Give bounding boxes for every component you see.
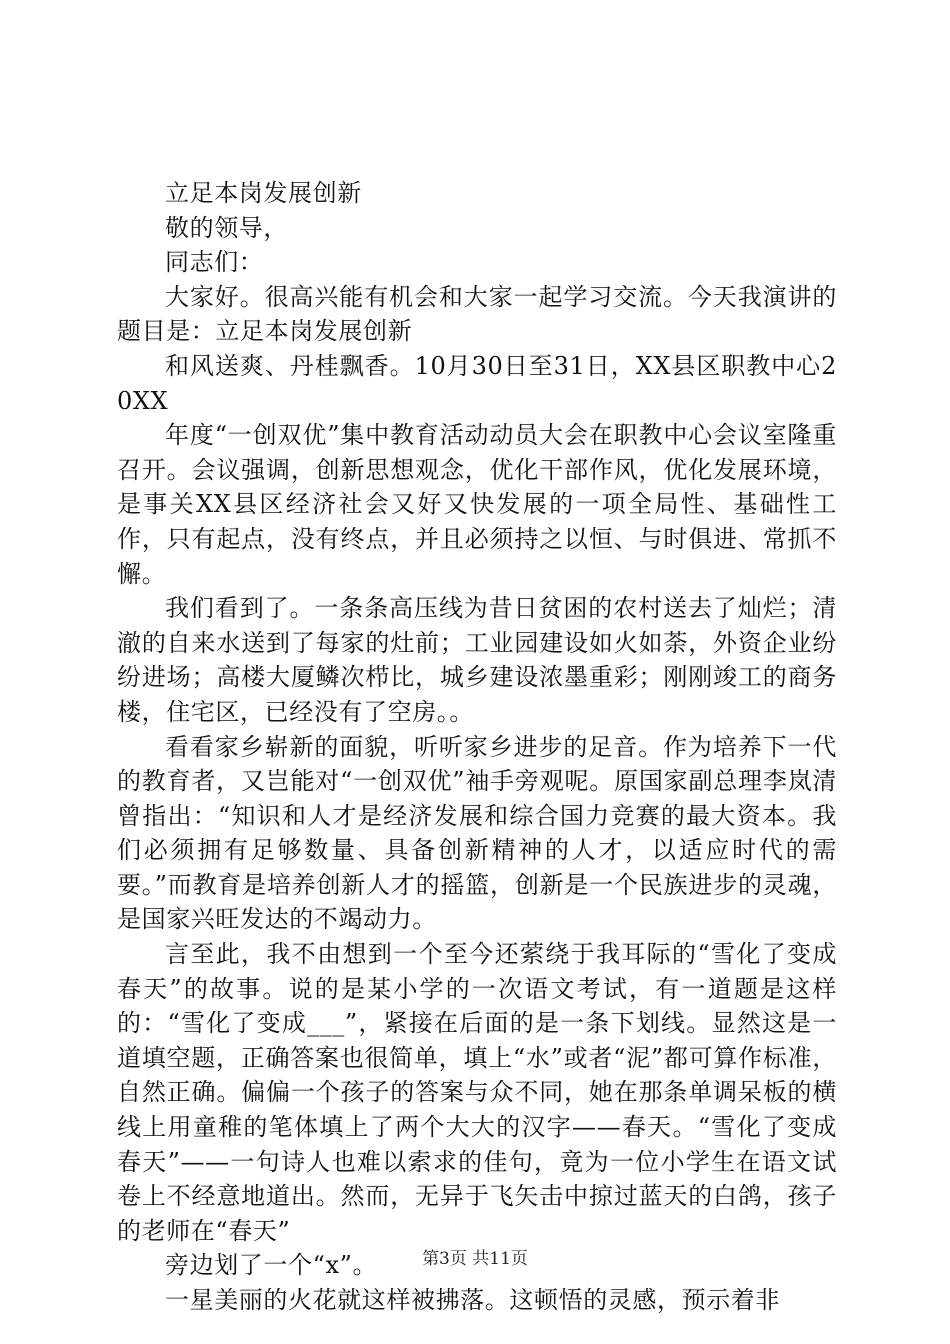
paragraph-greeting: 大家好。很高兴能有机会和大家一起学习交流。今天我演讲的题目是：立足本岗发展创新 (117, 282, 837, 346)
paragraph-mark: 旁边划了一个“x”。 (165, 1251, 378, 1280)
paragraph-opening-line: 和风送爽、丹桂飘香。10月30日至31日，XX县区职教中心20XX (117, 351, 837, 415)
paragraph-meeting: 年度“一创双优”集中教育活动动员大会在职教中心会议室隆重召开。会议强调，创新思想观念，优化干部作风，优化发展环境，是事关XX县区经济社会又好又快发展的一项全局性、基础性工作，只有起点，没有终点，并且必须持之以恒、与时俱进、常抓不懈。 (117, 421, 837, 588)
salutation-comrades: 同志们： (165, 248, 264, 277)
salutation-leaders: 敬的领导， (165, 213, 288, 242)
paragraph-spark: 一星美丽的火花就这样被拂落。这顿悟的灵感，预示着非 (165, 1286, 780, 1314)
paragraph-development: 我们看到了。一条条高压线为昔日贫困的农村送去了灿烂；清澈的自来水送到了每家的灶前；工业园建设如火如荼，外资企业纷纷进场；高楼大厦鳞次栉比，城乡建设浓墨重彩；刚刚竣工的商务楼，住宅区，已经没有了空房。。 (117, 594, 837, 726)
document-body (117, 176, 837, 1318)
paragraph-story: 言至此，我不由想到一个至今还萦绕于我耳际的“雪化了变成春天”的故事。说的是某小学的一次语文考试，有一道题是这样的：“雪化了变成___”，紧接在后面的是一条下划线。显然这是一道填空题，正确答案也很简单，填上“水”或者“泥”都可算作标准，自然正确。偏偏一个孩子的答案与众不同，她在那条单调呆板的横线上用童稚的笔体填上了两个大大的汉字——春天。“雪化了变成春天”——一句诗人也难以索求的佳句，竟为一位小学生在语文试卷上不经意地道出。然而，无异于飞矢击中掠过蓝天的白鸽，孩子的老师在“春天” (117, 940, 837, 1245)
document-title: 立足本岗发展创新 (165, 179, 362, 207)
paragraph-education: 看看家乡崭新的面貌，听听家乡进步的足音。作为培养下一代的教育者，又岂能对“一创双优”袖手旁观呢。原国家副总理李岚清曾指出：“知识和人才是经济发展和综合国力竞赛的最大资本。我们必须拥有足够数量、具备创新精神的人才，以适应时代的需要。”而教育是培养创新人才的摇篮，创新是一个民族进步的灵魂，是国家兴旺发达的不竭动力。 (117, 732, 837, 934)
page-number-footer: 第3页 共11页 (422, 1249, 528, 1269)
